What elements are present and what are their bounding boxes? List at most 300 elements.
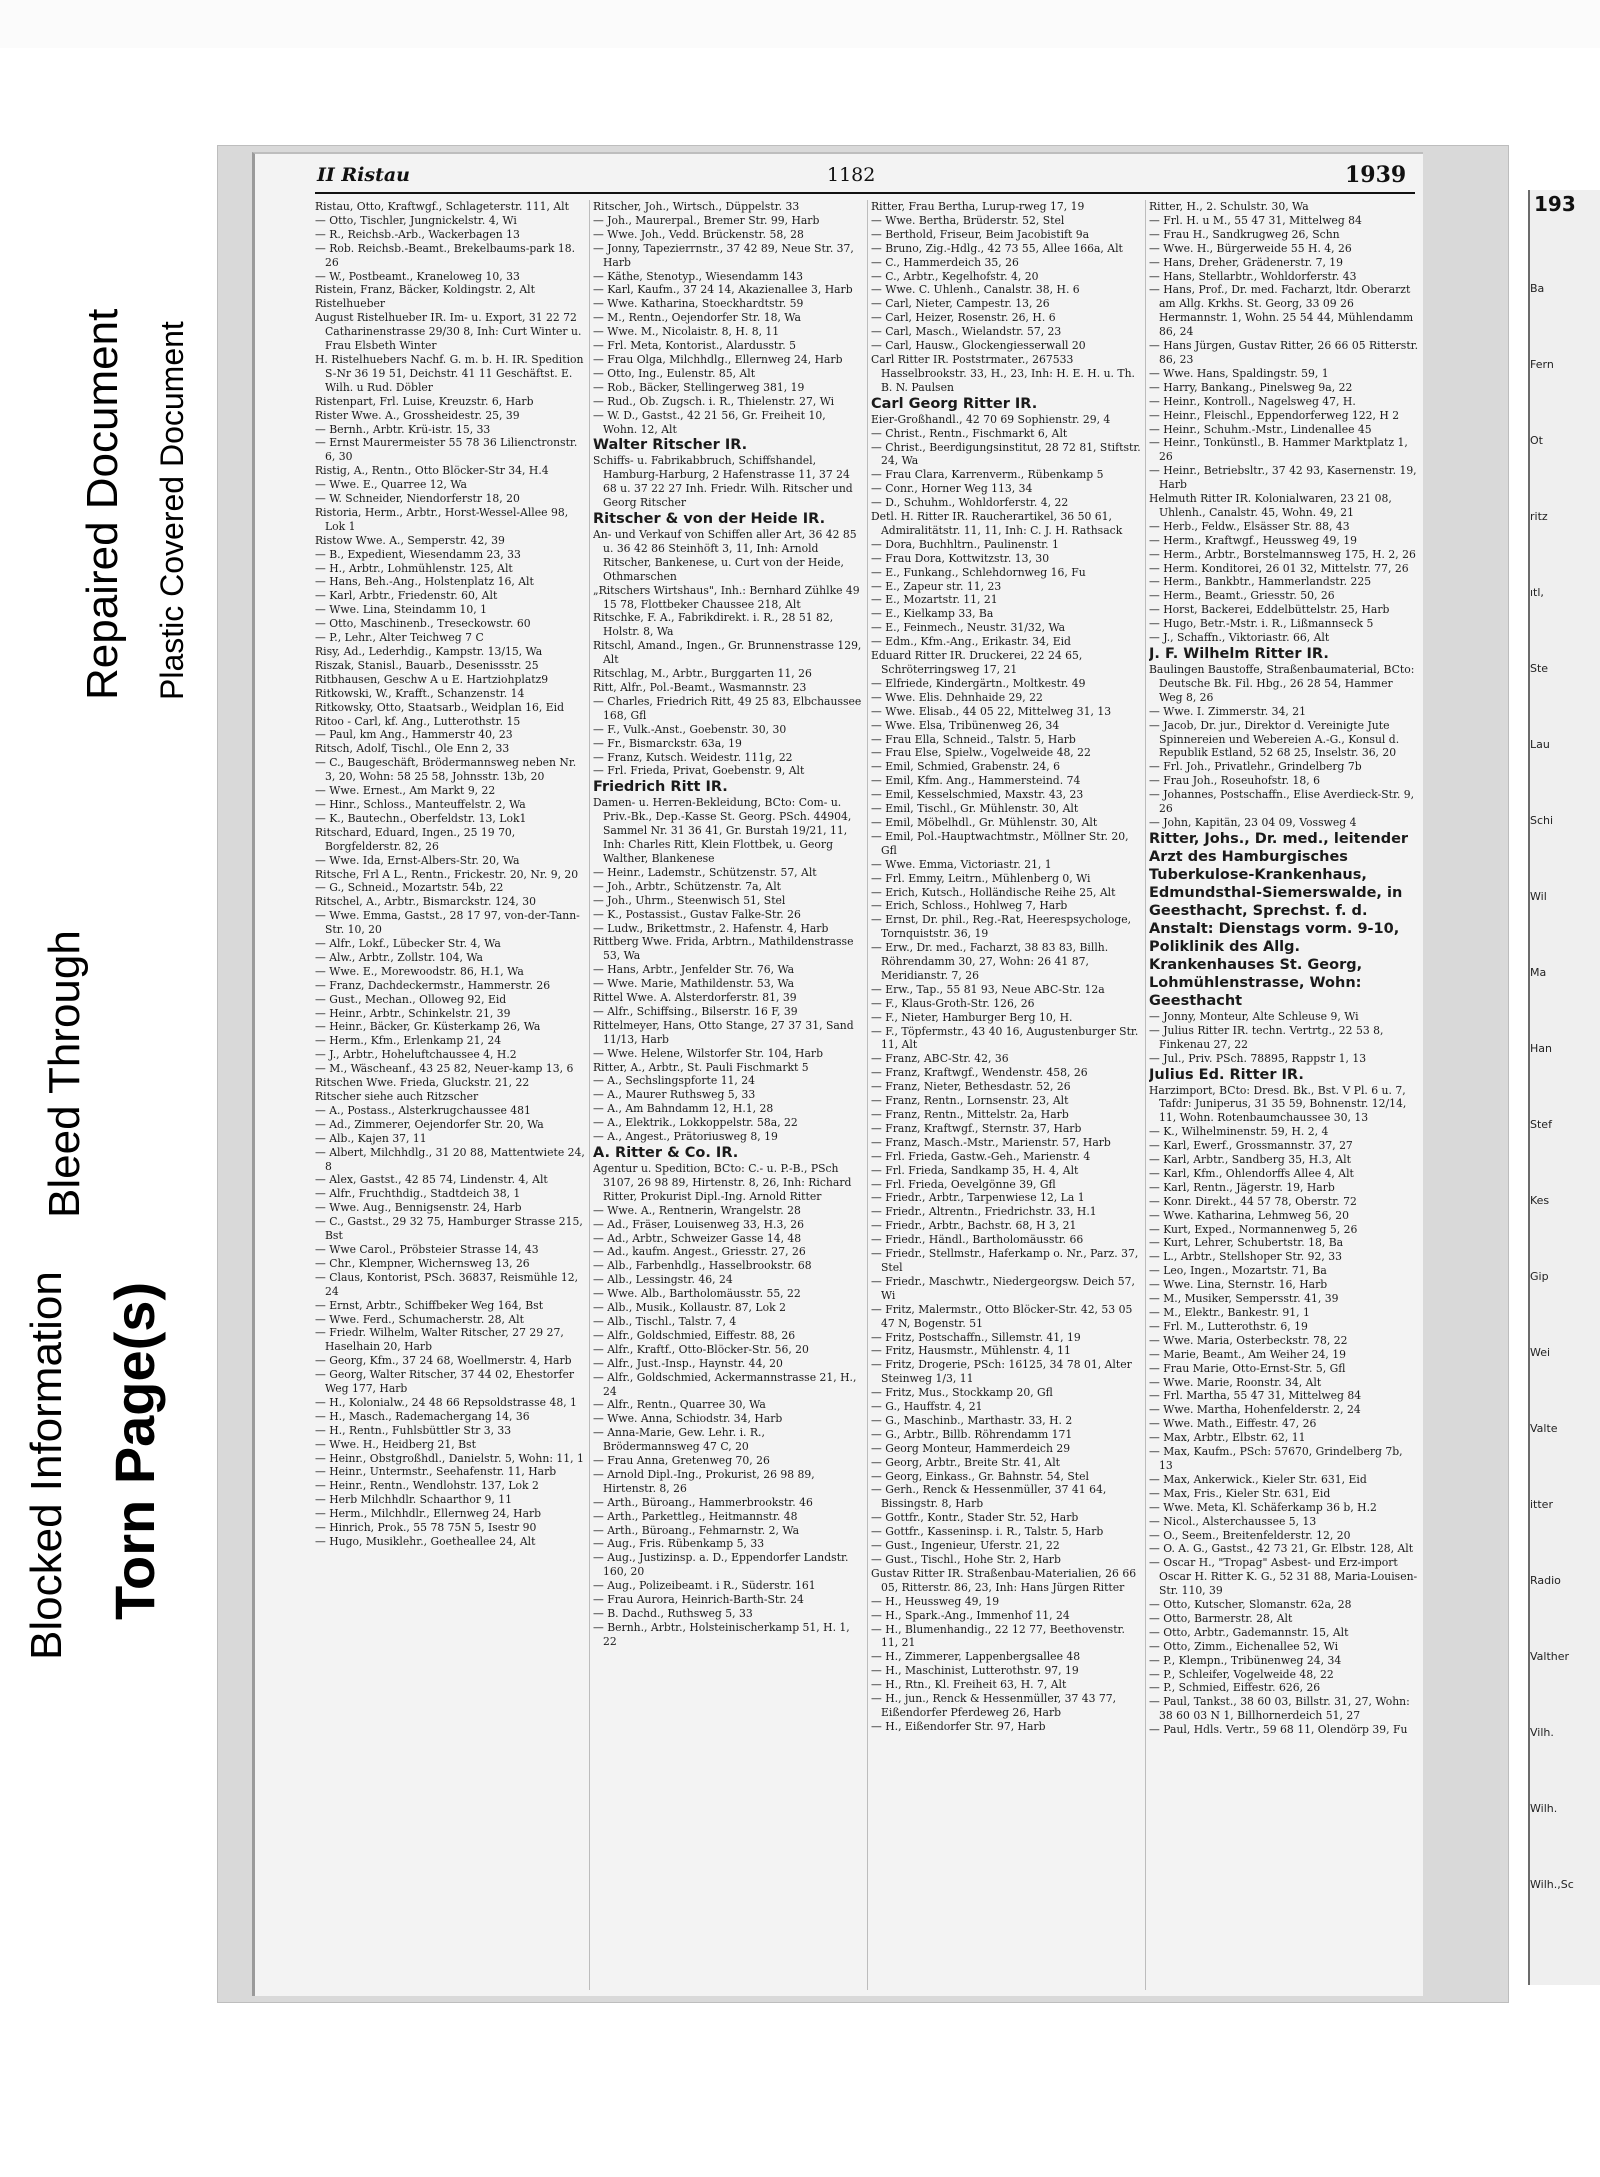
directory-entry: — Alfr., Goldschmied, Ackermannstrasse 21, H., 24	[593, 1370, 857, 1398]
directory-entry: — C., Gastst., 29 32 75, Hamburger Strasse 215, Bst	[315, 1215, 583, 1243]
directory-entry: — Paul, Hdls. Vertr., 59 68 11, Olendörp 39, Fu	[1149, 1723, 1408, 1737]
directory-entry: — Joh., Maurerpal., Bremer Str. 99, Harb	[593, 213, 820, 227]
directory-entry: — Friedr., Maschwtr., Niedergeorgsw. Deich 57, Wi	[871, 1274, 1135, 1302]
directory-entry: — A., Maurer Ruthsweg 5, 33	[593, 1088, 756, 1102]
directory-entry: — Heinr., Obstgroßhdl., Danielstr. 5, Wohn: 11, 1	[315, 1451, 584, 1465]
directory-entry: — Wwe. Katharina, Stoeckhardtstr. 59	[593, 297, 804, 311]
directory-entry: — E., Kielkamp 33, Ba	[871, 607, 994, 621]
directory-entry: Riszak, Stanisl., Bauarb., Desenissstr. 25	[315, 658, 539, 672]
directory-entry: — Heinr., Arbtr., Schinkelstr. 21, 39	[315, 1006, 511, 1020]
directory-entry: — H., Maschinist, Lutterothstr. 97, 19	[871, 1664, 1079, 1678]
directory-entry: — Hans, Beh.-Ang., Holstenplatz 16, Alt	[315, 575, 534, 589]
directory-entry: — Conr., Horner Weg 113, 34	[871, 482, 1033, 496]
directory-entry: — Frl. Joh., Privatlehr., Grindelberg 7b	[1149, 760, 1362, 774]
directory-entry: — Friedr., Stellmstr., Haferkamp o. Nr., Parz. 37, Stel	[871, 1247, 1139, 1274]
directory-entry: — H., Zimmerer, Lappenbergsallee 48	[871, 1650, 1081, 1664]
directory-entry: — Wwe. Lina, Steindamm 10, 1	[315, 603, 487, 617]
directory-entry: — H., Masch., Rademachergang 14, 36	[315, 1409, 530, 1423]
directory-entry: — Alfr., Schiffsing., Bilserstr. 16 F, 39	[593, 1004, 798, 1018]
directory-entry: — Albert, Milchhdlg., 31 20 88, Mattentwiete 24, 8	[315, 1145, 585, 1173]
directory-entry: Ritoo - Carl, kf. Ang., Lutterothstr. 15	[315, 714, 521, 728]
directory-entry: Rittel Wwe. A. Alsterdorferstr. 81, 39	[593, 991, 797, 1005]
directory-entry: — Wwe. I. Zimmerstr. 34, 21	[1149, 704, 1306, 718]
directory-entry: — E., Mozartstr. 11, 21	[871, 593, 998, 607]
firm-heading: Friedrich Ritt IR.	[593, 779, 728, 796]
adjacent-fragment: Valther	[1530, 1650, 1570, 1663]
directory-entry: — Herm. Konditorei, 26 01 32, Mittelstr. 77, 26	[1149, 561, 1409, 575]
directory-entry: Ristein, Franz, Bäcker, Koldingstr. 2, Alt	[315, 283, 535, 297]
directory-entry: — Franz, Nieter, Bethesdastr. 52, 26	[871, 1080, 1071, 1094]
directory-entry: — Wwe. Marie, Mathildenstr. 53, Wa	[593, 977, 795, 991]
directory-entry: — Fritz, Mus., Stockkamp 20, Gfl	[871, 1386, 1053, 1400]
directory-entry: Ritschen Wwe. Frieda, Gluckstr. 21, 22	[315, 1076, 530, 1090]
directory-entry: — Hans Jürgen, Gustav Ritter, 26 66 05 Ritterstr. 86, 23	[1149, 339, 1419, 366]
directory-entry: — Max, Ankerwick., Kieler Str. 631, Eid	[1149, 1472, 1367, 1486]
directory-entry: — Alfr., Just.-Insp., Haynstr. 44, 20	[593, 1356, 783, 1370]
directory-entry: — Franz, Rentn., Lornsenstr. 23, Alt	[871, 1094, 1069, 1108]
directory-entry: — Erich, Schloss., Hohlweg 7, Harb	[871, 899, 1068, 913]
directory-entry: — Frau Marie, Otto-Ernst-Str. 5, Gfl	[1149, 1361, 1346, 1375]
directory-entry: — Jonny, Tapezierrnstr., 37 42 89, Neue Str. 37, Harb	[593, 241, 854, 269]
directory-entry: — Franz, ABC-Str. 42, 36	[871, 1052, 1009, 1066]
adjacent-fragment: Wilh.	[1530, 1802, 1558, 1815]
directory-entry: — Alfr., Rentn., Quarree 30, Wa	[593, 1398, 766, 1412]
directory-entry: — Wwe. Ernest., Am Markt 9, 22	[315, 784, 496, 798]
directory-entry: — Frl. Frieda, Oevelgönne 39, Gfl	[871, 1177, 1056, 1191]
adjacent-fragment: Wilh.,Sc	[1530, 1878, 1574, 1891]
directory-entry: — Emil, Kesselschmied, Maxstr. 43, 23	[871, 788, 1084, 802]
directory-entry: — Karl, Arbtr., Friedenstr. 60, Alt	[315, 589, 498, 603]
adjacent-fragment: Lau	[1530, 738, 1550, 751]
directory-entry: — John, Kapitän, 23 04 09, Vossweg 4	[1149, 815, 1357, 829]
directory-entry: — Gust., Mechan., Olloweg 92, Eid	[315, 992, 507, 1006]
directory-entry: Ritter, Frau Bertha, Lurup-rweg 17, 19	[871, 200, 1085, 213]
directory-entry: — Wwe. Joh., Vedd. Brückenstr. 58, 28	[593, 227, 804, 241]
directory-entry: — Joh., Arbtr., Schützenstr. 7a, Alt	[593, 879, 781, 893]
directory-entry: — Frau H., Sandkrugweg 26, Schn	[1149, 227, 1340, 241]
directory-entry: — B. Dachd., Ruthsweg 5, 33	[593, 1607, 753, 1620]
directory-entry: Ritbhausen, Geschw A u E. Hartziohplatz9	[315, 672, 549, 686]
directory-entry: — Frl. Frieda, Sandkamp 35, H. 4, Alt	[871, 1163, 1079, 1177]
directory-entry: — G., Arbtr., Billb. Röhrendamm 171	[871, 1427, 1073, 1441]
adjacent-fragment: Ste	[1530, 662, 1549, 675]
directory-entry: — Ernst, Dr. phil., Reg.-Rat, Heerespsychologe, Tornquiststr. 36, 19	[871, 913, 1132, 941]
directory-entry: — Gottfr., Kasseninsp. i. R., Talstr. 5, Harb	[871, 1525, 1104, 1539]
directory-entry: — Hinrich, Prok., 55 78 75N 5, Isestr 90	[315, 1521, 537, 1535]
directory-entry: — Frl. Frieda, Gastw.-Geh., Marienstr. 4	[871, 1149, 1091, 1163]
directory-entry: — Wwe. C. Uhlenh., Canalstr. 38, H. 6	[871, 283, 1080, 297]
damage-labels	[0, 0, 240, 2177]
directory-entry: — H., Arbtr., Lohmühlenstr. 125, Alt	[315, 561, 513, 575]
directory-entry: Ristig, A., Rentn., Otto Blöcker-Str 34, H.4	[315, 464, 549, 478]
directory-entry: — A., Angest., Prätoriusweg 8, 19	[593, 1130, 778, 1144]
firm-heading: Ritter, Johs., Dr. med., leitender Arzt des Hamburgisches Tuberkulose-Krankenhaus, Edmundsthal-Siemerswalde, in Geesthacht, Sprechst. f. d. Anstalt: Dienstags vorm. 9-10, Poliklinik des Allg. Krankenhauses St. Georg, Lohmühlenstrasse, Wohn: Geesthacht	[1149, 830, 1409, 1009]
directory-entry: Ritschard, Eduard, Ingen., 25 19 70, Borgfelderstr. 82, 26	[315, 825, 516, 853]
directory-entry: — O. A. G., Gastst., 42 73 21, Gr. Elbstr. 128, Alt	[1149, 1542, 1414, 1556]
directory-entry: — Erw., Dr. med., Facharzt, 38 83 83, Billh. Röhrendamm 30, 27, Wohn: 26 41 87, Meridianstr. 7, 26	[871, 941, 1109, 982]
directory-entry: — Alb., Lessingstr. 46, 24	[593, 1273, 733, 1287]
directory-entry: — Hans, Arbtr., Jenfelder Str. 76, Wa	[593, 963, 795, 977]
directory-entry: Ritschel, A., Arbtr., Bismarckstr. 124, 30	[315, 895, 537, 909]
directory-entry: — A., Sechslingspforte 11, 24	[593, 1074, 756, 1088]
directory-entry: — Berthold, Friseur, Beim Jacobistift 9a	[871, 227, 1090, 241]
column-divider	[589, 200, 590, 1990]
directory-entry: — Karl, Arbtr., Sandberg 35, H.3, Alt	[1149, 1153, 1351, 1167]
directory-entry: — Franz, Kraftwgf., Sternstr. 37, Harb	[871, 1121, 1082, 1135]
label-blocked-information: Blocked Information	[22, 1271, 71, 1660]
directory-entry: Baulingen Baustoffe, Straßenbaumaterial, BCto: Deutsche Bk. Fil. Hbg., 26 28 54, Hammer Weg 8, 26	[1149, 663, 1415, 704]
directory-entry: Agentur u. Spedition, BCto: C.- u. P.-B., PSch 3107, 26 98 89, Hirtenstr. 8, 26, Inh: Richard Ritter, Prokurist Dipl.-Ing. Arnold Ritter	[593, 1162, 852, 1203]
directory-entry: — D., Schuhm., Wohldorferstr. 4, 22	[871, 496, 1069, 510]
directory-entry: — Arnold Dipl.-Ing., Prokurist, 26 98 89, Hirtenstr. 8, 26	[593, 1467, 815, 1495]
directory-entry: — Georg Monteur, Hammerdeich 29	[871, 1441, 1071, 1455]
directory-entry: — Emil, Kfm. Ang., Hammersteind. 74	[871, 774, 1081, 788]
directory-entry: — Max, Arbtr., Elbstr. 62, 11	[1149, 1431, 1306, 1445]
directory-entry: Ristow Wwe. A., Semperstr. 42, 39	[315, 533, 505, 547]
directory-entry: — Hans, Dreher, Grädenerstr. 7, 19	[1149, 255, 1344, 269]
adjacent-fragment: Fern	[1530, 358, 1554, 371]
directory-entry: — Ernst, Arbtr., Schiffbeker Weg 164, Bst	[315, 1298, 544, 1312]
directory-entry: — Karl, Kaufm., 37 24 14, Akazienallee 3, Harb	[593, 283, 853, 297]
directory-entry: — Frau Dora, Kottwitzstr. 13, 30	[871, 551, 1050, 565]
directory-entry: — Heinr., Betriebsltr., 37 42 93, Kasernenstr. 19, Harb	[1149, 464, 1417, 492]
directory-entry: — Oscar H., "Tropag" Asbest- und Erz-import Oscar H. Ritter K. G., 52 31 88, Maria-Louisen-Str. 110, 39	[1149, 1556, 1418, 1598]
directory-entry: — Wwe. Alb., Bartholomäusstr. 55, 22	[593, 1287, 801, 1301]
directory-entry: — H., jun., Renck & Hessenmüller, 37 43 77, Eißendorfer Pferdeweg 26, Harb	[871, 1692, 1117, 1719]
directory-entry: — Karl, Kfm., Ohlendorffs Allee 4, Alt	[1149, 1166, 1354, 1180]
directory-entry: — Alb., Kajen 37, 11	[315, 1131, 427, 1145]
directory-entry: — Otto, Ing., Eulenstr. 85, Alt	[593, 366, 756, 380]
directory-entry: — Wwe. Helene, Wilstorfer Str. 104, Harb	[593, 1046, 823, 1060]
directory-entry: — O., Seem., Breitenfelderstr. 12, 20	[1149, 1528, 1351, 1542]
directory-entry: — Frl. Martha, 55 47 31, Mittelweg 84	[1149, 1389, 1362, 1403]
directory-entry: — Georg, Arbtr., Breite Str. 41, Alt	[871, 1455, 1061, 1469]
directory-entry: — Leo, Ingen., Mozartstr. 71, Ba	[1149, 1264, 1327, 1278]
directory-entry: — Frl. Emmy, Leitrn., Mühlenberg 0, Wi	[871, 871, 1091, 885]
directory-entry: — J., Schaffn., Viktoriastr. 66, Alt	[1149, 631, 1330, 645]
adjacent-fragment: Ba	[1530, 282, 1545, 295]
directory-entry: — Heinr., Tonkünstl., B. Hammer Marktplatz 1, 26	[1149, 436, 1408, 464]
directory-entry: — Alfr., Goldschmied, Eiffestr. 88, 26	[593, 1328, 796, 1342]
directory-entry: Schiffs- u. Fabrikabbruch, Schiffshandel, Hamburg-Harburg, 2 Hafenstrasse 11, 37 24 68 u. 37 22 27 Inh. Friedr. Wilh. Ritscher und Georg Ritscher	[593, 454, 853, 510]
directory-entry: — Wwe. E., Quarree 12, Wa	[315, 478, 467, 492]
adjacent-fragment: Valte	[1530, 1422, 1558, 1435]
directory-entry: — H., Rentn., Fuhlsbüttler Str 3, 33	[315, 1423, 512, 1437]
directory-entry: „Ritschers Wirtshaus", Inh.: Bernhard Zühlke 49 15 78, Flottbeker Chaussee 218, Alt	[593, 583, 860, 611]
adjacent-fragment: ıtl,	[1530, 586, 1544, 599]
directory-entry: — Fr., Bismarckstr. 63a, 19	[593, 736, 742, 750]
directory-entry: — Alfr., Kraftf., Otto-Blöcker-Str. 56, 20	[593, 1342, 809, 1356]
directory-entry: — Fritz, Drogerie, PSch: 16125, 34 78 01, Alter Steinweg 1/3, 11	[871, 1358, 1132, 1386]
directory-entry: — Emil, Tischl., Gr. Mühlenstr. 30, Alt	[871, 802, 1079, 816]
directory-entry: — F., Töpfermstr., 43 40 16, Augustenburger Str. 11, Alt	[871, 1024, 1139, 1052]
directory-entry: — Emil, Pol.-Hauptwachtmstr., Möllner Str. 20, Gfl	[871, 829, 1129, 857]
directory-entry: — Alb., Farbenhdlg., Hasselbrookstr. 68	[593, 1259, 812, 1273]
directory-entry: — Kurt, Lehrer, Schubertstr. 18, Ba	[1149, 1236, 1344, 1250]
directory-entry: — Erw., Tap., 55 81 93, Neue ABC-Str. 12a	[871, 982, 1105, 996]
directory-entry: — Gust., Ingenieur, Uferstr. 21, 22	[871, 1539, 1060, 1553]
directory-entry: — Otto, Maschinenb., Treseckowstr. 60	[315, 617, 531, 631]
directory-entry: — Heinr., Kontroll., Nagelsweg 47, H.	[1149, 394, 1356, 408]
directory-entry: — Wwe. Emma, Gastst., 28 17 97, von-der-Tann-Str. 10, 20	[315, 909, 580, 937]
directory-entry: — Otto, Barmerstr. 28, Alt	[1149, 1611, 1293, 1625]
directory-entry: — Franz, Rentn., Mittelstr. 2a, Harb	[871, 1108, 1069, 1121]
directory-entry: — Wwe Carol., Pröbsteier Strasse 14, 43	[315, 1242, 539, 1256]
directory-entry: Ritschlag, M., Arbtr., Burggarten 11, 26	[593, 667, 812, 681]
directory-entry: — Bernh., Arbtr. Krü-istr. 15, 33	[315, 422, 491, 436]
directory-entry: — Christ., Rentn., Fischmarkt 6, Alt	[871, 426, 1068, 440]
directory-entry: — Erich, Kutsch., Holländische Reihe 25, Alt	[871, 885, 1116, 899]
directory-entry: — G., Maschinb., Marthastr. 33, H. 2	[871, 1413, 1073, 1427]
directory-entry: — Dora, Buchhltrn., Paulinenstr. 1	[871, 537, 1059, 551]
directory-entry: — Ad., Arbtr., Schweizer Gasse 14, 48	[593, 1231, 802, 1245]
column-4	[1149, 200, 1419, 1990]
directory-entry: — Chr., Klempner, Wichernsweg 13, 26	[315, 1256, 530, 1270]
directory-entry: — G., Hauffstr. 4, 21	[871, 1400, 983, 1414]
directory-entry: — Heinr., Schuhm.-Mstr., Lindenallee 45	[1149, 422, 1372, 436]
directory-entry: — Friedr., Arbtr., Bachstr. 68, H 3, 21	[871, 1219, 1077, 1233]
directory-entry: — K., Postassist., Gustav Falke-Str. 26	[593, 907, 801, 921]
directory-entry: — Herm., Kfm., Erlenkamp 21, 24	[315, 1034, 502, 1048]
directory-entry: — Jonny, Monteur, Alte Schleuse 9, Wi	[1149, 1009, 1359, 1023]
directory-entry: — P., Klempn., Tribünenweg 24, 34	[1149, 1653, 1342, 1667]
directory-entry: — Wwe. M., Nicolaistr. 8, H. 8, 11	[593, 325, 780, 339]
directory-entry: — Herm., Kraftwgf., Heussweg 49, 19	[1149, 533, 1357, 547]
directory-entry: — Rob., Bäcker, Stellingerweg 381, 19	[593, 380, 805, 394]
header-rule	[315, 192, 1415, 194]
directory-entry: — Frau Aurora, Heinrich-Barth-Str. 24	[593, 1593, 804, 1607]
directory-entry: — Fritz, Postschaffn., Sillemstr. 41, 19	[871, 1330, 1081, 1344]
directory-entry: — Claus, Kontorist, PSch. 36837, Reismühle 12, 24	[315, 1270, 579, 1298]
directory-entry: An- und Verkauf von Schiffen aller Art, 36 42 85 u. 36 42 86 Steinhöft 3, 11, Inh: Arnold Ritscher, Bankenese, u. Curt von der Heide, Othmarschen	[593, 528, 857, 583]
directory-entry: — Ad., Fräser, Louisenweg 33, H.3, 26	[593, 1217, 804, 1231]
directory-entry: Ritter, H., 2. Schulstr. 30, Wa	[1149, 200, 1309, 213]
adjacent-fragment: Gip	[1530, 1270, 1549, 1283]
firm-heading: Carl Georg Ritter IR.	[871, 395, 1038, 412]
directory-entry: — Paul, km Ang., Hammerstr 40, 23	[315, 728, 513, 742]
directory-entry: — Rob. Reichsb.-Beamt., Brekelbaums-park 18. 26	[315, 241, 576, 269]
adjacent-fragment: Wei	[1530, 1346, 1551, 1359]
directory-entry: — Frl. H. u M., 55 47 31, Mittelweg 84	[1149, 213, 1362, 227]
adjacent-fragment: Radio	[1530, 1574, 1561, 1587]
directory-entry: — A., Elektrik., Lokkoppelstr. 58a, 22	[593, 1116, 798, 1130]
directory-entry: Carl Ritter IR. Poststrmater., 267533 Hasselbrookstr. 33, H., 23, Inh: H. E. H. u. Th. B. N. Paulsen	[871, 352, 1135, 394]
directory-entry: — Aug., Polizeibeamt. i R., Süderstr. 161	[593, 1579, 816, 1593]
directory-entry: — M., Rentn., Oejendorfer Str. 18, Wa	[593, 311, 801, 325]
directory-entry: — Otto, Arbtr., Gademannstr. 15, Alt	[1149, 1625, 1349, 1639]
directory-entry: Risy, Ad., Lederhdig., Kampstr. 13/15, Wa	[315, 645, 543, 658]
directory-entry: — Ad., kaufm. Angest., Griesstr. 27, 26	[593, 1245, 806, 1259]
directory-entry: Eduard Ritter IR. Druckerei, 22 24 65, Schröterringsweg 17, 21	[871, 649, 1083, 676]
directory-entry: — Frl. Frieda, Privat, Goebenstr. 9, Alt	[593, 764, 805, 778]
directory-page	[252, 152, 1423, 1996]
directory-entry: — Wwe. Math., Eiffestr. 47, 26	[1149, 1417, 1317, 1431]
column-3	[871, 200, 1141, 1990]
directory-entry: — K., Bautechn., Oberfeldstr. 13, Lok1	[315, 811, 527, 825]
directory-entry: — Frau Clara, Karrenverm., Rübenkamp 5	[871, 468, 1104, 482]
directory-entry: — E., Feinmech., Neustr. 31/32, Wa	[871, 621, 1066, 635]
label-torn-pages: Torn Page(s)	[103, 1281, 166, 1620]
column-divider	[867, 200, 868, 1990]
directory-entry: — Gottfr., Kontr., Stader Str. 52, Harb	[871, 1511, 1079, 1525]
directory-entry: — E., Zapeur str. 11, 23	[871, 579, 1002, 593]
directory-entry: — Heinr., Untermstr., Seehafenstr. 11, Harb	[315, 1465, 557, 1479]
directory-entry: Ritschke, F. A., Fabrikdirekt. i. R., 28 51 82, Holstr. 8, Wa	[593, 611, 834, 639]
adjacent-fragment: Wil	[1530, 890, 1547, 903]
directory-entry: — Bruno, Zig.-Hdlg., 42 73 55, Allee 166a, Alt	[871, 241, 1123, 255]
directory-entry: — Johannes, Postschaffn., Elise Averdieck-Str. 9, 26	[1149, 788, 1415, 816]
firm-heading: Julius Ed. Ritter IR.	[1149, 1066, 1304, 1083]
directory-entry: — Wwe. Katharina, Lehmweg 56, 20	[1149, 1208, 1349, 1222]
adjacent-fragment: Ma	[1530, 966, 1547, 979]
directory-entry: — C., Arbtr., Kegelhofstr. 4, 20	[871, 269, 1039, 283]
directory-entry: — Wwe. Elisab., 44 05 22, Mittelweg 31, 13	[871, 704, 1112, 718]
directory-entry: — Bernh., Arbtr., Holsteinischerkamp 51, H. 1, 22	[593, 1620, 850, 1648]
directory-entry: — Karl, Rentn., Jägerstr. 19, Harb	[1149, 1180, 1335, 1194]
directory-entry: — F., Klaus-Groth-Str. 126, 26	[871, 996, 1035, 1010]
directory-entry: — Carl, Masch., Wielandstr. 57, 23	[871, 325, 1062, 339]
directory-entry: — Herm., Beamt., Griesstr. 50, 26	[1149, 589, 1335, 603]
directory-entry: — Franz, Kutsch. Weidestr. 111g, 22	[593, 750, 793, 764]
directory-entry: — Joh., Uhrm., Steenwisch 51, Stel	[593, 893, 786, 907]
directory-entry: Rittberg Wwe. Frida, Arbtrn., Mathildenstrasse 53, Wa	[593, 935, 854, 963]
directory-entry: — Heinr., Lademstr., Schützenstr. 57, Alt	[593, 865, 817, 879]
directory-entry: — Wwe. Ida, Ernst-Albers-Str. 20, Wa	[315, 853, 520, 867]
directory-entry: — Aug., Fris. Rübenkamp 5, 33	[593, 1537, 765, 1551]
directory-entry: — Emil, Schmied, Grabenstr. 24, 6	[871, 760, 1061, 774]
directory-entry: — C., Baugeschäft, Brödermannsweg neben Nr. 3, 20, Wohn: 58 25 58, Johnsstr. 13b, 20	[315, 756, 577, 784]
directory-entry: — Marie, Beamt., Am Weiher 24, 19	[1149, 1347, 1347, 1361]
directory-entry: — Frau Anna, Gretenweg 70, 26	[593, 1454, 770, 1468]
directory-entry: — Konr. Direkt., 44 57 78, Oberstr. 72	[1149, 1194, 1357, 1208]
directory-entry: — Wwe. A., Rentnerin, Wrangelstr. 28	[593, 1203, 801, 1217]
directory-entry: — Kurt, Exped., Normannenweg 5, 26	[1149, 1222, 1358, 1236]
directory-entry: — Jul., Priv. PSch. 78895, Rappstr 1, 13	[1149, 1051, 1367, 1065]
directory-entry: — Wwe. Maria, Osterbeckstr. 78, 22	[1149, 1333, 1348, 1347]
directory-entry: — Heinr., Fleischl., Eppendorferweg 122, H 2	[1149, 408, 1400, 422]
directory-entry: — Julius Ritter IR. techn. Vertrtg., 22 53 8, Finkenau 27, 22	[1149, 1023, 1384, 1051]
directory-entry: — Wwe. Aug., Bennigsenstr. 24, Harb	[315, 1201, 522, 1215]
directory-entry: Ristau, Otto, Kraftwgf., Schlageterstr. 111, Alt	[315, 200, 569, 213]
adjacent-page-strip	[1528, 190, 1600, 1985]
directory-entry: — Aug., Justizinsp. a. D., Eppendorfer Landstr. 160, 20	[593, 1551, 849, 1579]
directory-entry: Ritscher siehe auch Ritzscher	[315, 1090, 479, 1103]
directory-entry: Ritter, A., Arbtr., St. Pauli Fischmarkt 5	[593, 1060, 809, 1074]
directory-entry: — M., Wäscheanf., 43 25 82, Neuer-kamp 13, 6	[315, 1062, 574, 1076]
directory-entry: — Herb., Feldw., Elsässer Str. 88, 43	[1149, 519, 1350, 533]
top-margin	[0, 0, 1600, 48]
directory-entry: — W., Postbeamt., Kraneloweg 10, 33	[315, 269, 520, 283]
directory-entry: — Wwe. Marie, Roonstr. 34, Alt	[1149, 1375, 1322, 1389]
directory-entry: — A., Am Bahndamm 12, H.1, 28	[593, 1102, 774, 1116]
running-head: II Ristau	[317, 164, 410, 186]
directory-entry: — Frl. Meta, Kontorist., Alardusstr. 5	[593, 339, 796, 353]
directory-entry: — Hugo, Musiklehr., Goetheallee 24, Alt	[315, 1535, 536, 1548]
directory-entry: — Max, Fris., Kieler Str. 631, Eid	[1149, 1486, 1331, 1500]
directory-entry: — Wwe. Hans, Spaldingstr. 59, 1	[1149, 366, 1329, 380]
directory-entry: Rittelmeyer, Hans, Otto Stange, 27 37 31, Sand 11/13, Harb	[593, 1018, 854, 1046]
directory-entry: — E., Funkang., Schlehdornweg 16, Fu	[871, 565, 1086, 579]
directory-entry: — Georg, Kfm., 37 24 68, Woellmerstr. 4, Harb	[315, 1354, 572, 1368]
directory-entry: — Georg, Einkass., Gr. Bahnstr. 54, Stel	[871, 1469, 1089, 1483]
directory-entry: Ristenpart, Frl. Luise, Kreuzstr. 6, Harb	[315, 394, 534, 408]
directory-entry: Ritsch, Adolf, Tischl., Ole Enn 2, 33	[315, 742, 510, 756]
directory-entry: — Fritz, Malermstr., Otto Blöcker-Str. 42, 53 05 47 N, Bogenstr. 51	[871, 1302, 1133, 1330]
directory-entry: Ritt, Alfr., Pol.-Beamt., Wasmannstr. 23	[593, 681, 807, 694]
directory-entry: — Edm., Kfm.-Ang., Erikastr. 34, Eid	[871, 635, 1071, 649]
directory-entry: — Hinr., Schloss., Manteuffelstr. 2, Wa	[315, 797, 526, 811]
page-header	[255, 160, 1423, 192]
directory-entry: — Christ., Beerdigungsinstitut, 28 72 81, Stiftstr. 24, Wa	[871, 440, 1141, 468]
directory-entry: — Georg, Walter Ritscher, 37 44 02, Ehestorfer Weg 177, Harb	[315, 1368, 574, 1396]
directory-entry: — C., Hammerdeich 35, 26	[871, 255, 1019, 269]
adjacent-fragment: Vilh.	[1530, 1726, 1554, 1739]
directory-entry: — W. D., Gastst., 42 21 56, Gr. Freiheit 10, Wohn. 12, Alt	[593, 408, 826, 436]
column-1	[315, 200, 585, 1990]
firm-heading: Walter Ritscher IR.	[593, 437, 748, 454]
directory-entry: — Herm., Arbtr., Borstelmannsweg 175, H. 2, 26	[1149, 547, 1416, 561]
directory-entry: — W. Schneider, Niendorferstr 18, 20	[315, 492, 520, 506]
adjacent-fragment: Stef	[1530, 1118, 1552, 1131]
directory-entry: — Alw., Arbtr., Zollstr. 104, Wa	[315, 950, 483, 964]
directory-entry: — H., Kolonialw., 24 48 66 Repsoldstrasse 48, 1	[315, 1395, 577, 1409]
directory-entry: — Friedr., Händl., Bartholomäusstr. 66	[871, 1233, 1084, 1247]
directory-entry: — Wwe. E., Morewoodstr. 86, H.1, Wa	[315, 964, 524, 978]
directory-entry: — Alfr., Fruchthdig., Stadtdeich 38, 1	[315, 1187, 521, 1201]
directory-entry: — Ernst Maurermeister 55 78 36 Lilienctronstr. 6, 30	[315, 436, 578, 464]
adjacent-fragment: Schi	[1530, 814, 1554, 827]
directory-entry: — Harry, Bankang., Pinelsweg 9a, 22	[1149, 380, 1353, 394]
directory-entry: Ritscher, Joh., Wirtsch., Düppelstr. 33	[593, 200, 800, 213]
directory-entry: — Arth., Parkettleg., Heitmannstr. 48	[593, 1509, 798, 1523]
directory-entry: — F., Nieter, Hamburger Berg 10, H.	[871, 1010, 1073, 1024]
directory-entry: Ristoria, Herm., Arbtr., Horst-Wessel-Allee 98, Lok 1	[315, 505, 569, 533]
directory-entry: — Hans, Prof., Dr. med. Facharzt, ltdr. Oberarzt am Allg. Krkhs. St. Georg, 33 09 26 Hermannstr. 1, Wohn. 25 54 44, Mühlendamm 86, 24	[1149, 283, 1414, 339]
firm-heading: Ritscher & von der Heide IR.	[593, 511, 826, 528]
directory-entry: — Heinr., Bäcker, Gr. Küsterkamp 26, Wa	[315, 1020, 541, 1034]
page-number: 1182	[827, 164, 876, 186]
directory-entry: — H., Rtn., Kl. Freiheit 63, H. 7, Alt	[871, 1678, 1067, 1692]
directory-entry: — Hugo, Betr.-Mstr. i. R., Lißmannseck 5	[1149, 617, 1374, 631]
edition-year: 1939	[1345, 162, 1407, 188]
firm-heading: A. Ritter & Co. IR.	[593, 1145, 739, 1161]
directory-entry: — Franz, Kraftwgf., Wendenstr. 458, 26	[871, 1066, 1088, 1080]
directory-entry: — Wwe. Ferd., Schumacherstr. 28, Alt	[315, 1312, 524, 1326]
directory-entry: — Friedr. Wilhelm, Walter Ritscher, 27 29 27, Haselhain 20, Harb	[315, 1326, 564, 1354]
directory-entry: — Otto, Zimm., Eichenallee 52, Wi	[1149, 1639, 1339, 1653]
directory-entry: — Carl, Hausw., Glockengiesserwall 20	[871, 339, 1086, 353]
directory-entry: — Anna-Marie, Gew. Lehr. i. R., Brödermannsweg 47 C, 20	[593, 1426, 765, 1454]
directory-entry: — Wwe. Bertha, Brüderstr. 52, Stel	[871, 213, 1065, 227]
directory-entry: — Frl. M., Lutterothstr. 6, 19	[1149, 1319, 1308, 1333]
directory-entry: — Fritz, Hausmstr., Mühlenstr. 4, 11	[871, 1344, 1071, 1358]
directory-entry: — Nicol., Alsterchaussee 5, 13	[1149, 1514, 1317, 1528]
directory-entry: — Paul, Tankst., 38 60 03, Billstr. 31, 27, Wohn: 38 60 03 N 1, Billhornerdeich 51, 27	[1149, 1695, 1410, 1723]
directory-entry: — Gerh., Renck & Hessenmüller, 37 41 64, Bissingstr. 8, Harb	[871, 1483, 1107, 1511]
directory-entry: — Carl, Heizer, Rosenstr. 26, H. 6	[871, 311, 1056, 325]
adjacent-fragment: Han	[1530, 1042, 1552, 1055]
directory-entry: — Frau Ella, Schneid., Talstr. 5, Harb	[871, 732, 1076, 746]
directory-entry: Helmuth Ritter IR. Kolonialwaren, 23 21 08, Uhlenh., Canalstr. 45, Wohn. 49, 21	[1149, 492, 1392, 519]
directory-entry: — Wwe. Anna, Schiodstr. 34, Harb	[593, 1412, 783, 1426]
directory-entry: — Alb., Tischl., Talstr. 7, 4	[593, 1314, 737, 1328]
directory-entry: — L., Arbtr., Stellshoper Str. 92, 33	[1149, 1250, 1343, 1264]
label-plastic-covered-document: Plastic Covered Document	[154, 321, 190, 700]
directory-entry: — Wwe. H., Heidberg 21, Bst	[315, 1437, 476, 1451]
directory-entry: — Charles, Friedrich Ritt, 49 25 83, Elbchaussee 168, Gfl	[593, 694, 862, 722]
directory-entry: Ritkowski, W., Krafft., Schanzenstr. 14	[315, 686, 525, 700]
adjacent-page-text	[1530, 282, 1600, 1892]
